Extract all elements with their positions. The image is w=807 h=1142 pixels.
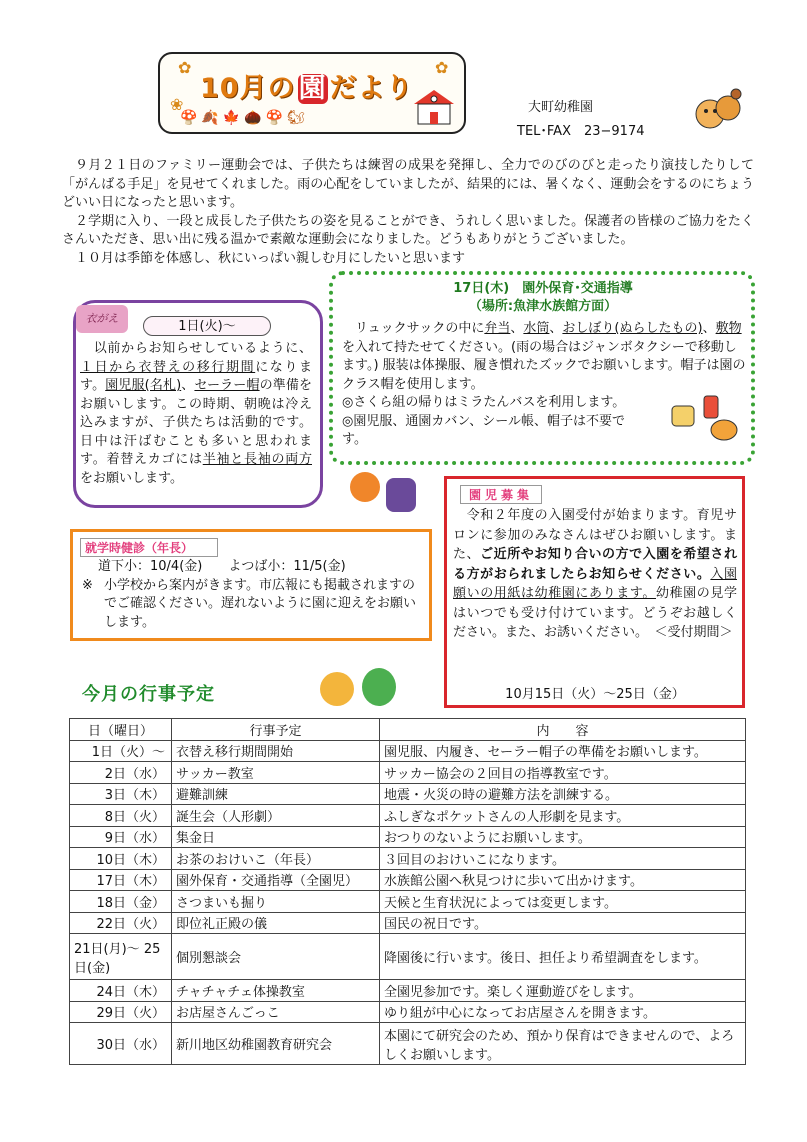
events-heading: 今月の行事予定 bbox=[82, 684, 215, 705]
column-header-content: 内 容 bbox=[380, 719, 746, 741]
butterfly-icon: ✿ bbox=[435, 58, 449, 77]
table-row: 9日（水） 集金日 おつりのないようにお願いします。 bbox=[70, 826, 746, 848]
child-icon bbox=[362, 668, 396, 706]
table-row: 8日（火） 誕生会（人形劇） ふしぎなポケットさんの人形劇を見ます。 bbox=[70, 805, 746, 827]
school-name: 大町幼稚園 bbox=[528, 100, 594, 115]
outing-text: リュックサックの中に弁当、水筒、おしぼり(ぬらしたもの)、敷物を入れて持たせてください。(雨の場合はジャンボタクシーで移動します。) 服装は体操服、履き慣れたズックでお願いします。帽子は園のクラス帽を使用します。 ◎さくら組の帰りはミラたんバスを利用します。 ◎園児服、通園カバン、シール帳、帽子は不要です。 bbox=[342, 321, 746, 447]
newsletter-title: 10月の 園 だより bbox=[200, 73, 414, 104]
intro-text: ９月２１日のファミリー運動会では、子供たちは練習の成果を発揮し、全力でのびのびと走ったり演技したりして「がんばる手足」を見せてくれました。雨の心配をしていましたが、結果的には、暑くなく、運動会をするのにちょうどいい日になったと思います。 ２学期に入り、一段と成長した子供たちの姿を見ることができ、うれしく思いました。保護者の皆様のご協力をたくさんいただき、思い出に残る温かで素敵な運動会になりました。どうもありがとうございました。 １０月は季節を体感し、秋にいっぱい親しむ月にしたいと思います bbox=[62, 158, 754, 266]
table-row: 10日（木） お茶のおけいこ（年長） ３回目のおけいこになります。 bbox=[70, 848, 746, 870]
table-row: 1日（火）〜 衣替え移行期間開始 園児服、内履き、セーラー帽子の準備をお願いします。 bbox=[70, 740, 746, 762]
koromogae-date: 1日(火)〜 bbox=[143, 316, 271, 336]
table-row: 30日（水） 新川地区幼稚園教育研究会 本園にて研究会のため、預かり保育はできませんので、よろしくお願いします。 bbox=[70, 1023, 746, 1065]
koromogae-badge: 衣がえ bbox=[76, 305, 128, 333]
backpack-bottle-icon bbox=[668, 390, 740, 446]
flower-icon: ❀ bbox=[170, 95, 184, 114]
recruit-period: 10月15日（火）〜25日（金） bbox=[505, 687, 685, 702]
school-building-icon bbox=[410, 86, 458, 126]
health-check-text: 道下小：10/4(金) よつば小：11/5(金) ※ 小学校から案内がきます。市広報にも掲載されますのでご確認ください。遅れないように園に迎えをお願いします。 bbox=[82, 559, 417, 630]
table-row: 18日（金） さつまいも掘り 天候と生育状況によっては変更します。 bbox=[70, 891, 746, 913]
butterfly-icon: ✿ bbox=[178, 58, 192, 77]
autumn-decoration: 🍄🍂🍁🌰🍄🐿 bbox=[180, 110, 309, 126]
table-row: 17日（木） 園外保育・交通指導（全園児） 水族館公園へ秋見つけに歩いて出かけます。 bbox=[70, 869, 746, 891]
squirrel-icon bbox=[688, 84, 744, 140]
pumpkin-icon bbox=[350, 472, 380, 502]
events-table bbox=[69, 718, 746, 1065]
recruit-label: 園児募集 bbox=[460, 485, 542, 504]
tel-fax: TEL･FAX 23−9174 bbox=[517, 124, 645, 139]
koromogae-text: 以前からお知らせしているように、１日から衣替えの移行期間になります。園児服(名札)、セーラー帽の準備をお願いします。この時期、朝晩は冷え込みますが、子供たちは活動的です。日中は汗ばむことも多いと思われます。着替えカゴには半袖と長袖の両方をお願いします。 bbox=[80, 341, 312, 486]
health-check-label: 就学時健診（年長） bbox=[80, 538, 218, 557]
table-row: 24日（木） チャチャチェ体操教室 全園児参加です。楽しく運動遊びをします。 bbox=[70, 980, 746, 1002]
table-row: 2日（水） サッカー教室 サッカー協会の２回目の指導教室です。 bbox=[70, 762, 746, 784]
table-header-row bbox=[70, 719, 746, 741]
column-header-event: 行事予定 bbox=[172, 719, 380, 741]
column-header-date: 日（曜日） bbox=[70, 719, 172, 741]
child-icon bbox=[320, 672, 354, 706]
table-row: 21日(月)〜 25日(金) 個別懇談会 降園後に行います。後日、担任より希望調査をします。 bbox=[70, 934, 746, 980]
table-row: 22日（火） 即位礼正殿の儀 国民の祝日です。 bbox=[70, 912, 746, 934]
witch-icon bbox=[386, 478, 416, 512]
outing-title: 17日(木) 園外保育･交通指導 （場所:魚津水族館方面） bbox=[453, 281, 633, 314]
table-row: 3日（木） 避難訓練 地震・火災の時の避難方法を訓練する。 bbox=[70, 783, 746, 805]
recruit-text: 令和２年度の入園受付が始まります。育児サロンに参加のみなさんはぜひお願いします。また、ご近所やお知り合いの方で入園を希望される方がおられましたらお知らせください。入園願いの用紙は幼稚園にあります。幼稚園の見学はいつでも受け付けています。どうぞお越しください。また、お誘いください。 ＜受付期間＞ bbox=[453, 508, 737, 640]
table-row: 29日（火） お店屋さんごっこ ゆり組が中心になってお店屋さんを開きます。 bbox=[70, 1001, 746, 1023]
